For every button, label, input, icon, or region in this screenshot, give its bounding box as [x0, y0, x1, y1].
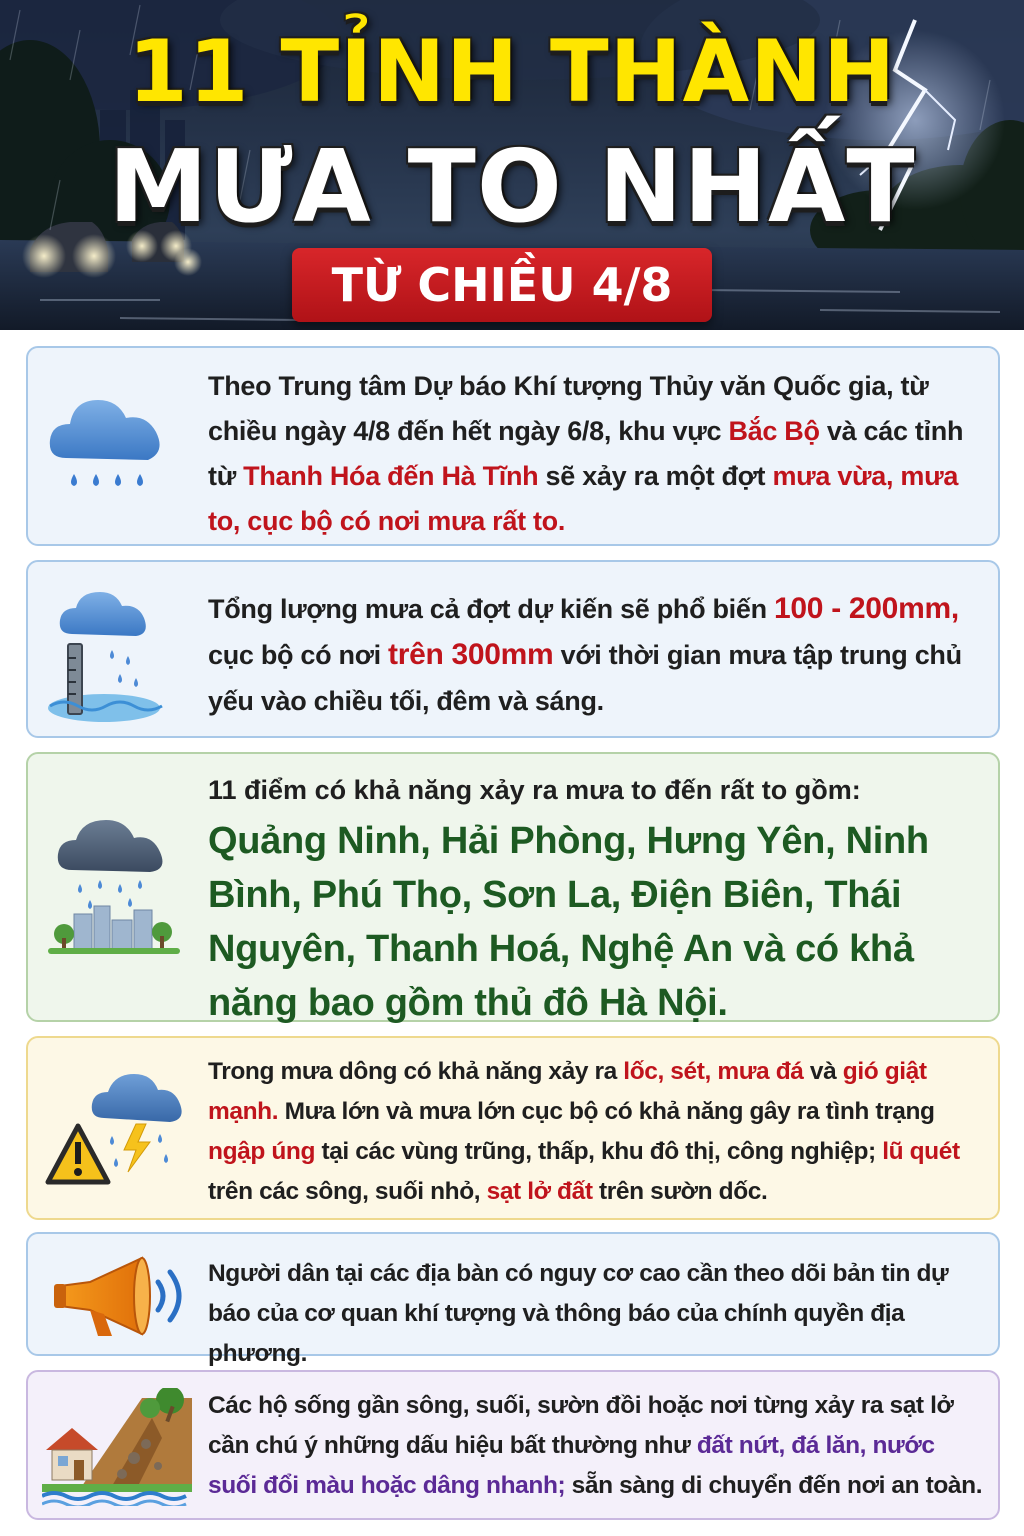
highlight-storm-hazards: lốc, sét, mưa đá [623, 1058, 804, 1085]
rain-cloud-icon [48, 378, 168, 518]
landslide-card [26, 1370, 1000, 1520]
provinces-card [26, 752, 1000, 1022]
thunderstorm-warning-icon [42, 1054, 192, 1204]
highlight-rainfall-range: 100 - 200mm, [774, 592, 959, 625]
highlight-flash-flood: lũ quét [882, 1138, 960, 1165]
forecast-text: Theo Trung tâm Dự báo Khí tượng Thủy văn Quốc gia, từ chiều ngày 4/8 đến hết ngày 6/8, khu vực Bắc Bộ và các tỉnh từ Thanh Hóa đến Hà Tĩnh sẽ xảy ra một đợt mưa vừa, mưa to, cục bộ có nơi mưa rất to. [208, 371, 964, 536]
rainfall-amount-card [26, 560, 1000, 738]
landslide-house-icon [42, 1388, 192, 1506]
highlight-region: Bắc Bộ [728, 416, 820, 446]
title-line-2: MƯA TO NHẤT [108, 128, 916, 245]
subtitle-badge: TỪ CHIỀU 4/8 [292, 248, 712, 322]
highlight-rainfall-max: trên 300mm [388, 638, 554, 671]
forecast-card [26, 346, 1000, 546]
advice-text: Người dân tại các địa bàn có nguy cơ cao cần theo dõi bản tin dự báo của cơ quan khí tượng và thông báo của chính quyền địa phương. [208, 1260, 949, 1367]
advice-card [26, 1232, 1000, 1367]
hazards-card [26, 1036, 1000, 1220]
provinces-list: Quảng Ninh, Hải Phòng, Hưng Yên, Ninh Bình, Phú Thọ, Sơn La, Điện Biên, Thái Nguyên, Thanh Hoá, Nghệ An và có khả năng bao gồm thủ đô Hà Nội. [208, 820, 929, 1024]
megaphone-icon [50, 1252, 190, 1342]
landslide-text: Các hộ sống gần sông, suối, sườn đồi hoặc nơi từng xảy ra sạt lở cần chú ý những dấu hiệu bất thường như đất nứt, đá lăn, nước suối đổi màu hoặc dâng nhanh; sẵn sàng di chuyển đến nơi an toàn. [208, 1392, 983, 1499]
highlight-gusts: gió giật mạnh. [208, 1058, 927, 1125]
highlight-rain-level: mưa vừa, mưa to, cục bộ có nơi mưa rất to. [208, 461, 959, 536]
title-line-1: 11 TỈNH THÀNH [127, 22, 897, 122]
city-rain-icon [44, 810, 184, 960]
rain-gauge-icon [46, 578, 176, 728]
provinces-intro: 11 điểm có khả năng xảy ra mưa to đến rất to gồm: [208, 775, 861, 805]
highlight-landslide: sạt lở đất [486, 1178, 593, 1205]
highlight-flooding: ngập úng [208, 1138, 316, 1165]
highlight-provinces: Thanh Hóa đến Hà Tĩnh [243, 461, 539, 491]
highlight-warning-signs: đất nứt, đá lăn, nước suối đổi màu hoặc dâng nhanh; [208, 1432, 935, 1499]
header-banner [0, 0, 1024, 330]
rainfall-text: Tổng lượng mưa cả đợt dự kiến sẽ phổ biến 100 - 200mm, cục bộ có nơi trên 300mm với thời gian mưa tập trung chủ yếu vào chiều tối, đêm và sáng. [208, 592, 962, 716]
provinces-text [208, 772, 984, 1030]
hazards-text: Trong mưa dông có khả năng xảy ra lốc, sét, mưa đá và gió giật mạnh. Mưa lớn và mưa lớn cục bộ có khả năng gây ra tình trạng ngập úng tại các vùng trũng, thấp, khu đô thị, công nghiệp; lũ quét trên các sông, suối nhỏ, sạt lở đất trên sườn dốc. [208, 1058, 960, 1205]
